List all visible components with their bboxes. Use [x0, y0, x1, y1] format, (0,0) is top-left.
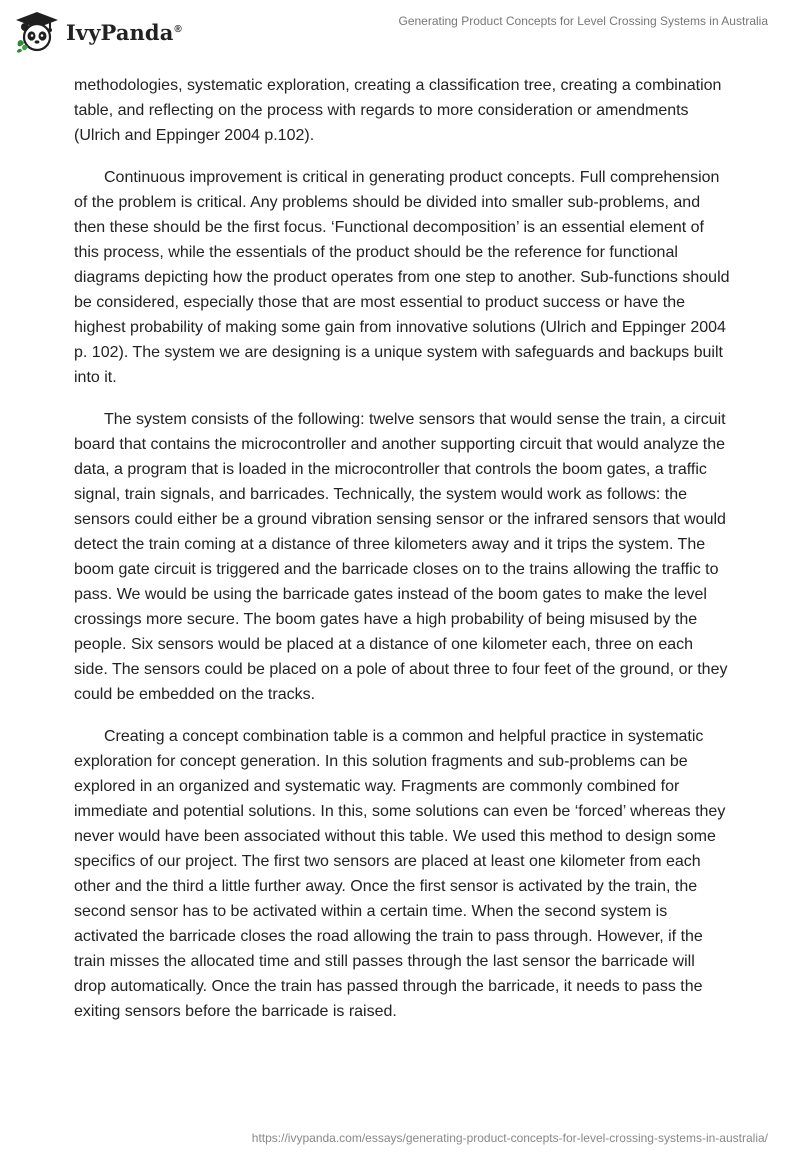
page-header	[0, 0, 800, 64]
brand-name: IvyPanda®	[66, 19, 182, 45]
paragraph-4: Creating a concept combination table is a common and helpful practice in systematic exploration for concept generation. In this solution fragments and sub-problems can be explored in an organized and systematic way. Fragments are commonly combined for immediate and potential solutions. In this, some solutions can even be ‘forced’ whereas they never would have been associated without this table. We used this method to design some specifics of our project. The first two sensors are placed at least one kilometer from each other and the third a little further away. Once the first sensor is activated by the train, the second sensor has to be activated within a certain time. When the second system is activated the barricade closes the road allowing the train to pass through. However, if the train misses the allocated time and still passes through the last sensor the barricade will drop automatically. Once the train has passed through the barricade, it needs to pass the exiting sensors before the barricade is raised.	[74, 728, 726, 1020]
essay-body	[74, 73, 730, 1041]
source-url[interactable]: https://ivypanda.com/essays/generating-product-concepts-for-level-crossing-systems-in-australia/	[251, 1131, 768, 1145]
paragraph-2: Continuous improvement is critical in generating product concepts. Full comprehension of the problem is critical. Any problems should be divided into smaller sub-problems, and then these should be the first focus. ‘Functional decomposition’ is an essential element of this process, while the essentials of the product should be the reference for functional diagrams depicting how the product operates from one step to another. Sub-functions should be considered, especially those that are most essential to product success or have the highest probability of making some gain from innovative solutions (Ulrich and Eppinger 2004 p. 102). The system we are designing is a unique system with safeguards and backups built into it.	[74, 169, 730, 386]
registered-mark: ®	[174, 23, 182, 35]
paragraph-1: methodologies, systematic exploration, creating a classification tree, creating a combination table, and reflecting on the process with regards to more consideration or amendments (Ulrich and Eppinger 2004 p.102).	[74, 77, 722, 144]
document-title: Generating Product Concepts for Level Crossing Systems in Australia	[398, 14, 768, 28]
paragraph-3: The system consists of the following: twelve sensors that would sense the train, a circuit board that contains the microcontroller and another supporting circuit that would analyze the data, a program that is loaded in the microcontroller that controls the boom gates, a traffic signal, train signals, and barricades. Technically, the system would work as follows: the sensors could either be a ground vibration sensing sensor or the infrared sensors that would detect the train coming at a distance of three kilometers away and it trips the system. The boom gate circuit is triggered and the barricade closes on to the trains allowing the traffic to pass. We would be using the barricade gates instead of the boom gates to make the level crossings more secure. The boom gates have a high probability of being misused by the people. Six sensors would be placed at a distance of one kilometer each, three on each side. The sensors could be placed on a pole of about three to four feet of the ground, or they could be embedded on the tracks.	[74, 411, 728, 703]
panda-graduation-cap-icon	[14, 10, 60, 54]
ivypanda-logo[interactable]	[14, 10, 182, 54]
